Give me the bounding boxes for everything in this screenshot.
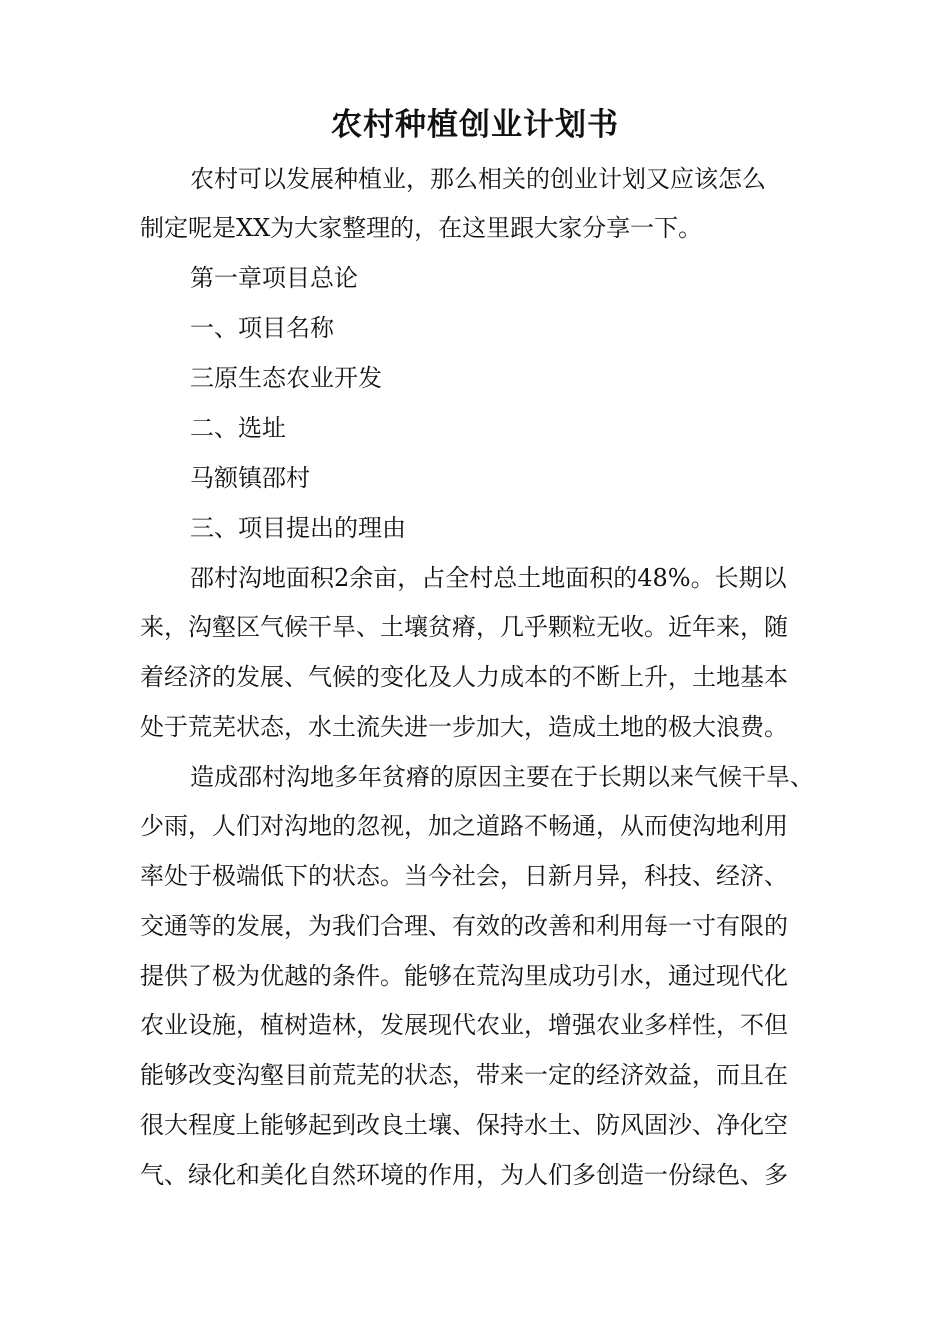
paragraph-line: 来，沟壑区气候干旱、土壤贫瘠，几乎颗粒无收。近年来，随	[140, 613, 788, 641]
paragraph-line: 交通等的发展，为我们合理、有效的改善和利用每一寸有限的	[140, 912, 788, 940]
paragraph-line: 造成邵村沟地多年贫瘠的原因主要在于长期以来气候干旱、	[190, 763, 814, 791]
subsection-heading: 二、选址	[190, 414, 286, 442]
paragraph-line: 农村可以发展种植业，那么相关的创业计划又应该怎么	[190, 165, 766, 193]
paragraph-line: 很大程度上能够起到改良土壤、保持水土、防风固沙、净化空	[140, 1111, 788, 1139]
subsection-heading: 三、项目提出的理由	[190, 514, 406, 542]
paragraph-line: 气、绿化和美化自然环境的作用，为人们多创造一份绿色、多	[140, 1161, 788, 1189]
paragraph-line: 马额镇邵村	[190, 464, 310, 492]
paragraph-line: 着经济的发展、气候的变化及人力成本的不断上升，土地基本	[140, 663, 788, 691]
paragraph-line: 三原生态农业开发	[190, 364, 382, 392]
paragraph-line: 提供了极为优越的条件。能够在荒沟里成功引水，通过现代化	[140, 962, 788, 990]
document-title: 农村种植创业计划书	[331, 107, 619, 143]
paragraph-line: 农业设施，植树造林，发展现代农业，增强农业多样性，不但	[140, 1011, 788, 1039]
paragraph-line: 邵村沟地面积2余亩，占全村总土地面积的48%。长期以	[190, 564, 787, 592]
paragraph-line: 率处于极端低下的状态。当今社会，日新月异，科技、经济、	[140, 862, 788, 890]
paragraph-line: 制定呢是XX为大家整理的，在这里跟大家分享一下。	[140, 214, 703, 242]
paragraph-line: 少雨，人们对沟地的忽视，加之道路不畅通，从而使沟地利用	[140, 812, 788, 840]
subsection-heading: 一、项目名称	[190, 314, 334, 342]
paragraph-line: 能够改变沟壑目前荒芜的状态，带来一定的经济效益，而且在	[140, 1061, 788, 1089]
section-heading: 第一章项目总论	[190, 264, 358, 292]
paragraph-line: 处于荒芜状态，水土流失进一步加大，造成土地的极大浪费。	[140, 713, 788, 741]
